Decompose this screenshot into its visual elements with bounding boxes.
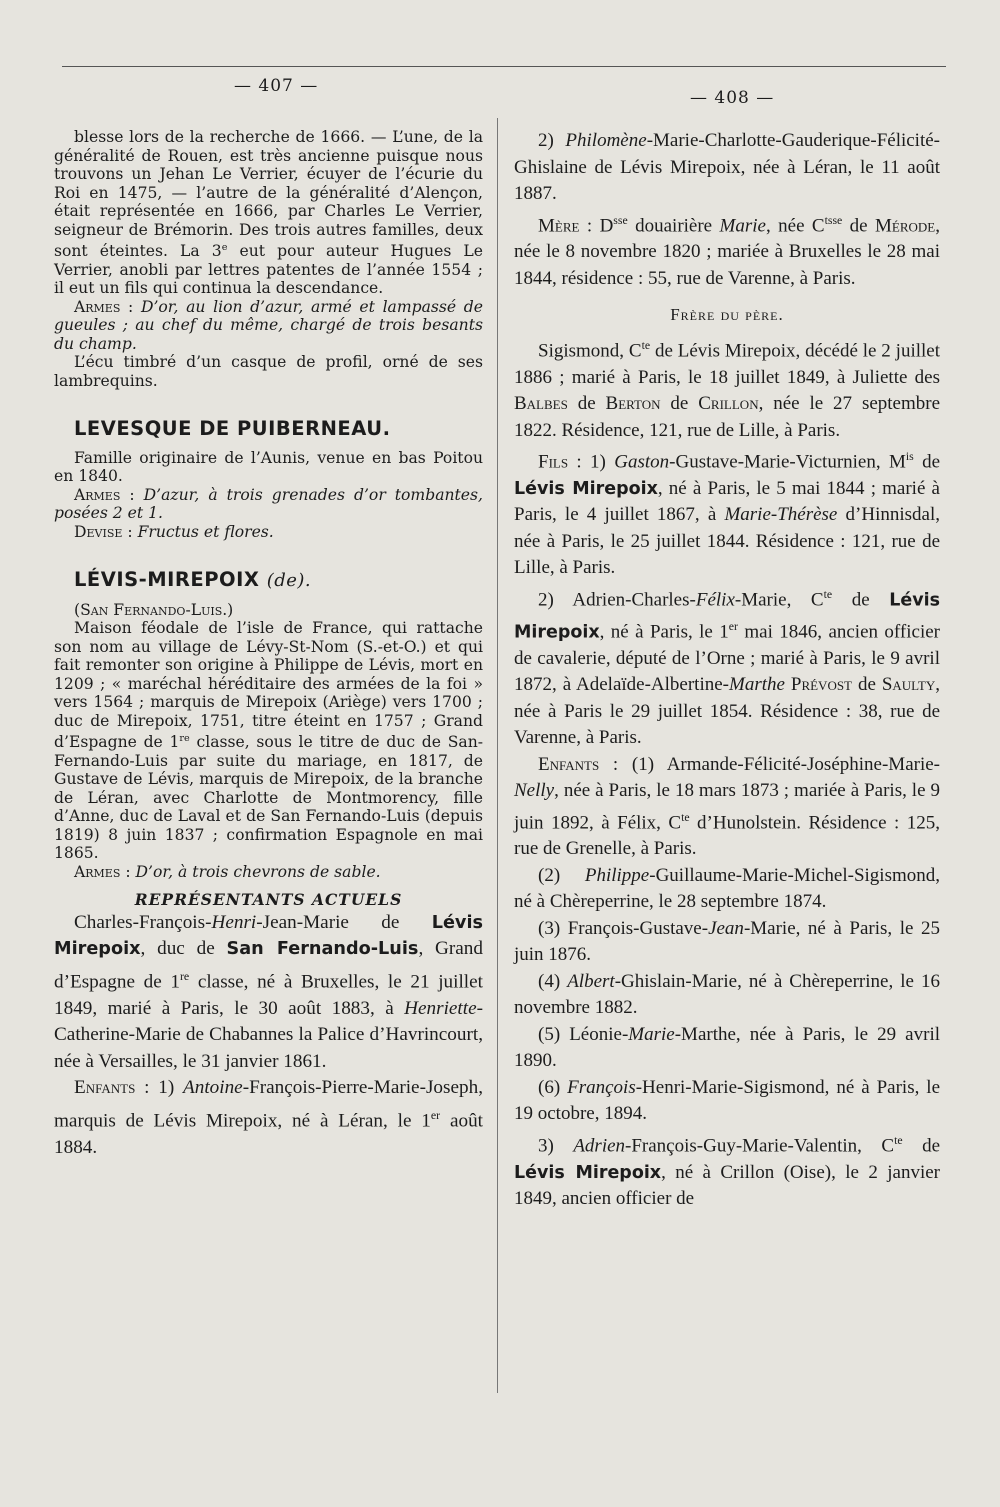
- text-run: er: [430, 1107, 441, 1122]
- text-run: mai 1846, ancien officier de cavalerie, député de l’Orne ; marié à Paris, le 9 avril 1872, à Adelaïde-Albertine-: [514, 621, 940, 696]
- text-run: classe, sous le titre de duc de San-Fernando-Luis par suite du mariage, en 1817, de Gustave de Lévis, marquis de Mirepoix, de la branche de Léran, avec Charlotte de Montmorency, fille d’Anne, duc de Laval et de San Fernando-Luis (depuis 1819) 8 juin 1837 ; confirmation Espagnole en mai 1865.: [54, 733, 484, 863]
- text-run: , né à Paris, le 1: [599, 621, 729, 643]
- text-run: Antoine: [183, 1077, 243, 1099]
- page-number-right: — 408 —: [690, 88, 775, 108]
- text-run: -François-Pierre-Marie-Joseph, marquis de Lévis Mirepoix, né à Léran, le 1: [54, 1077, 483, 1132]
- paragraph: [514, 444, 940, 582]
- paragraph: [54, 449, 483, 486]
- paragraph: [54, 863, 483, 882]
- text-run: , née le 27 septembre 1822. Résidence, 121, rue de Lille, à Paris.: [514, 393, 941, 441]
- text-run: : 1): [568, 451, 615, 473]
- section-le-verrier: [54, 128, 483, 390]
- text-run: is: [905, 450, 914, 464]
- paragraph: [514, 333, 940, 444]
- text-run: sse: [613, 213, 628, 227]
- heading-levis-mirepoix-name: LÉVIS-MIREPOIX: [74, 568, 260, 592]
- heading-levesque-de-puiberneau: LEVESQUE DE PUIBERNEAU.: [74, 417, 391, 441]
- paragraph: [514, 916, 940, 969]
- paragraph: [54, 128, 483, 298]
- section-levis-mirepoix: [54, 601, 483, 882]
- text-run: -Guillaume-Marie-Michel-Sigismond, né à Chèreperrine, le 28 septembre 1874.: [514, 864, 940, 913]
- text-run: Marie-Thérèse: [724, 504, 838, 526]
- text-run: Maison féodale de l’isle de France, qui rattache son nom au village de Lévy-St-Nom (S.-et-O.) et qui fait remonter son origine à Philippe de Lévis, mort en 1209 ; « maréchal héréditaire des armées de la foi » vers 1564 ; marquis de Mirepoix (Ariège) vers 1700 ; duc de Mirepoix, 1751, titre éteint en 1757 ; Grand d’Espagne de 1: [54, 619, 483, 752]
- text-run: e: [221, 242, 228, 253]
- text-run: Lévis Mirepoix: [514, 478, 658, 499]
- text-run: Félix: [695, 589, 735, 611]
- text-run: Albert: [567, 970, 615, 992]
- text-run: (4): [538, 970, 568, 992]
- text-run: -Marthe, née à Paris, le 29 avril 1890.: [514, 1023, 940, 1072]
- text-run: 2): [538, 130, 566, 151]
- text-run: Enfants: [538, 753, 600, 775]
- text-run: , né à Paris, le 5 mai 1844 ; marié à Paris, le 4 juillet 1867, à: [514, 477, 940, 526]
- text-run: tsse: [824, 213, 843, 227]
- text-run: , Grand d’Espagne de 1: [54, 938, 483, 993]
- left-column: [54, 128, 483, 1161]
- text-run: Marie: [719, 214, 766, 236]
- text-run: de: [902, 1135, 941, 1157]
- text-run: de Lévis Mirepoix, décédé le 2 juillet 1886 ; marié à Paris, le 18 juillet 1849, à Juliette des: [514, 340, 940, 388]
- text-run: , née à Paris, le 18 mars 1873 ; mariée à Paris, le 9 juin 1892, à Félix, C: [514, 780, 940, 833]
- paragraph: [54, 486, 483, 523]
- text-run: -Catherine-Marie de Chabannes la Palice d’Havrincourt, née à Versailles, le 31 janvier 1861.: [54, 997, 483, 1072]
- text-run: D’or, au lion d’azur, armé et lampassé de gueules ; au chef du même, chargé de trois besants du champ.: [54, 297, 484, 353]
- text-run: (3) François-Gustave-: [538, 917, 709, 939]
- text-run: Mère: [538, 214, 580, 236]
- text-run: 2) Adrien-Charles-: [538, 589, 696, 611]
- text-run: -François-Guy-Marie-Valentin, C: [625, 1135, 895, 1157]
- paragraph: [54, 523, 483, 542]
- paragraph: [514, 208, 940, 293]
- text-run: , né à Crillon (Oise), le 2 janvier 1849, ancien officier de: [514, 1161, 940, 1210]
- text-run: -Marie, C: [734, 589, 824, 611]
- text-run: , née le 8 novembre 1820 ; mariée à Bruxelles le 28 mai 1844, résidence : 55, rue de Varenne, à Paris.: [514, 214, 940, 289]
- text-run: -Ghislain-Marie, né à Chèreperrine, le 16 novembre 1882.: [514, 970, 940, 1019]
- heading-levis-mirepoix-particle: (de).: [266, 570, 312, 592]
- text-run: classe, né à Bruxelles, le 21 juillet 1849, marié à Paris, le 30 août 1883, à: [54, 971, 483, 1019]
- section-representants: [54, 910, 483, 1161]
- text-run: D’or, à trois chevrons de sable.: [135, 862, 381, 881]
- text-run: Balbes: [514, 393, 568, 415]
- text-run: Charles-François-: [74, 911, 212, 933]
- paragraph: [514, 582, 940, 752]
- column-divider: [497, 118, 498, 1393]
- section-continuation: [514, 128, 940, 292]
- text-run: (San Fernando-Luis.): [74, 600, 234, 619]
- text-run: Lévis Mirepoix: [54, 912, 483, 960]
- text-run: te: [894, 1133, 903, 1147]
- text-run: te: [823, 587, 833, 601]
- subheading-representants-actuels: REPRÉSENTANTS ACTUELS: [134, 890, 403, 910]
- text-run: eut pour auteur Hugues Le Verrier, anobli par lettres patentes de l’année 1554 ; il eut un fils qui continua la descendance.: [54, 242, 483, 298]
- paragraph: [54, 619, 483, 863]
- paragraph: [514, 752, 940, 863]
- text-run: blesse lors de la recherche de 1666. — L’une, de la généralité de Rouen, est très ancienne puisque nous trouvons un Jehan Le Verrier, écuyer de l’écurie du Roi en 1475, — l’autre de la généralité d’Alençon, était représentée en 1666, par Charles Le Verrier, seigneur de Brémorin. Des trois autres familles, deux sont éteintes. La 3: [54, 128, 483, 261]
- text-run: : (1) Armande-Félicité-Joséphine-Marie-: [599, 753, 940, 775]
- top-rule: [62, 66, 946, 67]
- text-run: -Gustave-Marie-Victurnien, M: [669, 451, 906, 473]
- text-run: D’azur, à trois grenades d’or tombantes, posées 2 et 1.: [54, 485, 483, 523]
- section-frere-du-pere: [514, 333, 940, 1213]
- text-run: 3): [538, 1135, 574, 1157]
- text-run: Adrien: [573, 1135, 626, 1157]
- text-run: Saulty: [881, 674, 936, 696]
- text-run: Philippe: [584, 864, 650, 886]
- text-run: Sigismond, C: [538, 340, 642, 362]
- text-run: er: [728, 619, 738, 633]
- paragraph: [514, 1075, 940, 1128]
- text-run: d’Hunolstein. Résidence : 125, rue de Grenelle, à Paris.: [514, 811, 940, 860]
- paragraph: [514, 969, 940, 1022]
- text-run: : D: [579, 214, 614, 236]
- subheading-frere-du-pere: Frère du père.: [670, 305, 784, 325]
- paragraph: [54, 910, 483, 1075]
- text-run: août 1884.: [54, 1110, 483, 1158]
- text-run: Armes: [74, 862, 121, 881]
- text-run: de: [567, 393, 606, 415]
- text-run: Henriette: [404, 997, 477, 1019]
- text-run: -Marie, né à Paris, le 25 juin 1876.: [514, 917, 940, 966]
- text-run: Nelly: [514, 780, 555, 802]
- text-run: : 1): [135, 1077, 184, 1099]
- text-run: (2): [538, 864, 585, 886]
- text-run: d’Hinnisdal, née à Paris, le 25 juillet 1844. Résidence : 121, rue de Lille, à Paris.: [514, 504, 940, 579]
- text-run: , née C: [765, 214, 825, 236]
- paragraph: [54, 298, 483, 354]
- text-run: de: [832, 589, 890, 611]
- section-levesque: [54, 449, 483, 542]
- text-run: te: [641, 338, 651, 352]
- text-run: San Fernando-Luis: [226, 939, 419, 960]
- right-column: [514, 128, 940, 1213]
- text-run: Mérode: [875, 214, 936, 236]
- text-run: , duc de: [140, 938, 227, 960]
- text-run: Armes: [74, 297, 121, 316]
- text-run: Philomène: [565, 130, 647, 151]
- text-run: Fils: [538, 451, 569, 473]
- text-run: Enfants: [74, 1077, 136, 1099]
- text-run: Marie: [628, 1023, 675, 1045]
- text-run: Henri: [211, 911, 257, 933]
- text-run: :: [120, 485, 144, 504]
- text-run: Crillon: [698, 393, 759, 415]
- text-run: , née à Paris le 29 juillet 1854. Résidence : 38, rue de Varenne, à Paris.: [514, 674, 940, 749]
- text-run: (6): [538, 1076, 568, 1098]
- text-run: douairière: [627, 214, 720, 236]
- paragraph: [514, 1022, 940, 1075]
- text-run: -Jean-Marie de: [256, 911, 432, 933]
- text-run: Marthe: [729, 674, 785, 696]
- text-run: Berton: [605, 393, 661, 415]
- paragraph: [54, 353, 483, 390]
- text-run: de: [913, 451, 940, 473]
- text-run: de: [660, 393, 699, 415]
- text-run: François: [567, 1076, 636, 1098]
- text-run: Fructus et flores.: [137, 522, 274, 541]
- text-run: Devise: [74, 522, 123, 541]
- paragraph: [514, 128, 940, 208]
- heading-levis-mirepoix: [74, 568, 483, 592]
- text-run: Lévis Mirepoix: [514, 590, 940, 643]
- text-run: Famille originaire de l’Aunis, venue en bas Poitou en 1840.: [54, 448, 483, 486]
- text-run: re: [179, 968, 190, 983]
- paragraph: [514, 863, 940, 916]
- text-run: Jean: [708, 917, 744, 939]
- text-run: :: [120, 862, 136, 881]
- text-run: :: [122, 522, 138, 541]
- text-run: te: [681, 810, 690, 824]
- page-number-left: — 407 —: [234, 76, 319, 96]
- text-run: re: [179, 733, 190, 745]
- text-run: Armes: [74, 485, 121, 504]
- text-run: -Henri-Marie-Sigismond, né à Paris, le 19 octobre, 1894.: [514, 1076, 941, 1125]
- text-run: (5) Léonie-: [538, 1023, 629, 1045]
- paragraph: [54, 1075, 483, 1161]
- text-run: Gaston: [614, 451, 670, 473]
- text-run: de: [842, 214, 876, 236]
- text-run: de: [852, 674, 882, 696]
- paragraph: [54, 601, 483, 620]
- text-run: Lévis Mirepoix: [514, 1162, 662, 1183]
- paragraph: [514, 1128, 940, 1213]
- text-run: L’écu timbré d’un casque de profil, orné de ses lambrequins.: [54, 353, 483, 390]
- text-run: Prévost: [790, 674, 853, 696]
- text-run: :: [120, 297, 141, 316]
- text-run: -Marie-Charlotte-Gauderique-Félicité-Ghislaine de Lévis Mirepoix, née à Léran, le 11 août 1887.: [514, 130, 940, 204]
